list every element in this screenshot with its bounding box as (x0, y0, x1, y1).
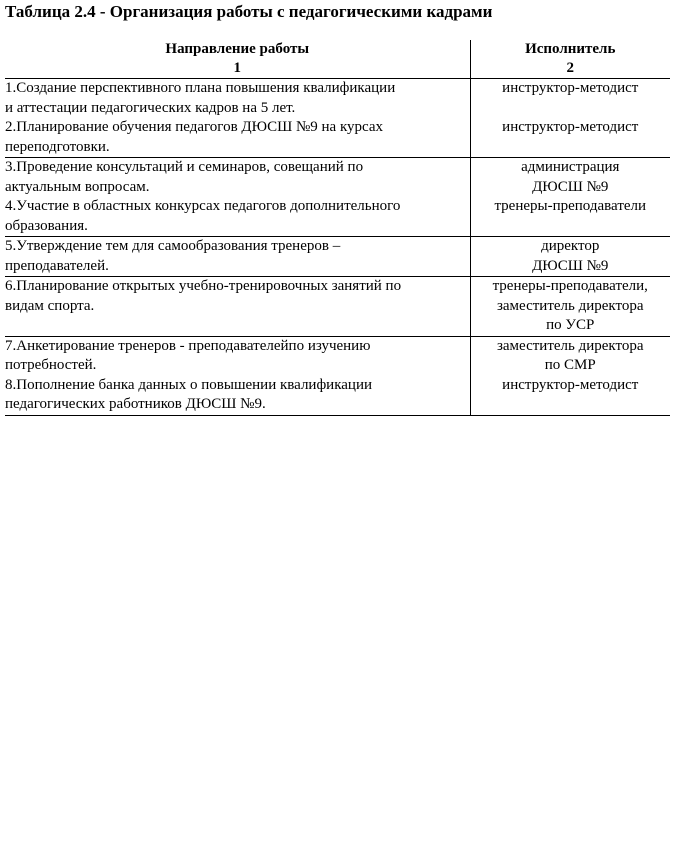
work-direction-cell (5, 277, 470, 337)
work-direction-text: переподготовки. (5, 138, 110, 155)
work-plan-table (5, 40, 670, 416)
table-row (5, 376, 670, 416)
executor-cell (470, 237, 670, 277)
executor-cell (470, 118, 670, 158)
work-direction-text: 6.Планирование открытых учебно-тренировочных занятий по (5, 278, 402, 294)
executor-text: тренеры-преподаватели (494, 198, 647, 214)
table-row (5, 237, 670, 277)
work-direction-text: видам спорта. (5, 297, 95, 314)
table-row (5, 197, 670, 237)
work-direction-text: 1.Создание перспективного плана повышения квалификации (5, 80, 396, 96)
work-direction-cell (5, 376, 470, 416)
table-body (5, 79, 670, 416)
work-direction-cell (5, 197, 470, 237)
executor-cell (470, 197, 670, 237)
table-row (5, 158, 670, 198)
executor-text: тренеры-преподаватели, (492, 278, 648, 294)
work-direction-cell (5, 336, 470, 376)
column-header-work (5, 40, 470, 79)
table-row (5, 277, 670, 337)
executor-cell (470, 79, 670, 119)
work-direction-text: и аттестации педагогических кадров на 5 лет. (5, 99, 296, 116)
executor-text: ДЮСШ №9 (532, 257, 609, 274)
work-direction-text: образования. (5, 217, 88, 234)
column-header-work-number: 1 (233, 60, 241, 76)
column-header-executor-number: 2 (566, 60, 574, 76)
executor-text: инструктор-методист (502, 119, 639, 135)
work-direction-cell (5, 118, 470, 158)
executor-text: ДЮСШ №9 (532, 178, 609, 195)
table-row (5, 336, 670, 376)
work-direction-text: 5.Утверждение тем для самообразования тренеров – (5, 238, 341, 254)
executor-cell (470, 376, 670, 416)
executor-text: заместитель директора (496, 337, 644, 354)
table-row (5, 79, 670, 119)
table-row (5, 118, 670, 158)
work-direction-cell (5, 237, 470, 277)
work-direction-cell (5, 158, 470, 198)
executor-cell (470, 158, 670, 198)
table-header-row (5, 40, 670, 79)
work-direction-text: педагогических работников ДЮСШ №9. (5, 396, 266, 412)
executor-text: по УСР (546, 317, 595, 333)
column-header-executor (470, 40, 670, 79)
executor-cell (470, 336, 670, 376)
executor-text: по СМР (544, 357, 596, 373)
work-direction-text: потребностей. (5, 357, 97, 373)
column-header-work-label: Направление работы (165, 41, 310, 57)
table-title: Таблица 2.4 - Организация работы с педагогическими кадрами (5, 2, 493, 21)
work-direction-text: 7.Анкетирование тренеров - преподавателейпо изучению (5, 337, 371, 354)
executor-text: директор (541, 238, 600, 254)
work-direction-text: актуальным вопросам. (5, 178, 150, 195)
work-direction-cell (5, 79, 470, 119)
work-direction-text: 8.Пополнение банка данных о повышении квалификации (5, 376, 373, 393)
work-direction-text: 2.Планирование обучения педагогов ДЮСШ №9 на курсах (5, 119, 384, 135)
executor-text: заместитель директора (496, 297, 644, 314)
column-header-executor-label: Исполнитель (525, 41, 616, 57)
executor-text: администрация (521, 159, 620, 175)
work-direction-text: 4.Участие в областных конкурсах педагогов дополнительного (5, 198, 401, 214)
executor-cell (470, 277, 670, 337)
work-direction-text: преподавателей. (5, 257, 109, 274)
executor-text: инструктор-методист (502, 80, 639, 96)
executor-text: инструктор-методист (502, 376, 639, 393)
work-direction-text: 3.Проведение консультаций и семинаров, совещаний по (5, 159, 364, 175)
